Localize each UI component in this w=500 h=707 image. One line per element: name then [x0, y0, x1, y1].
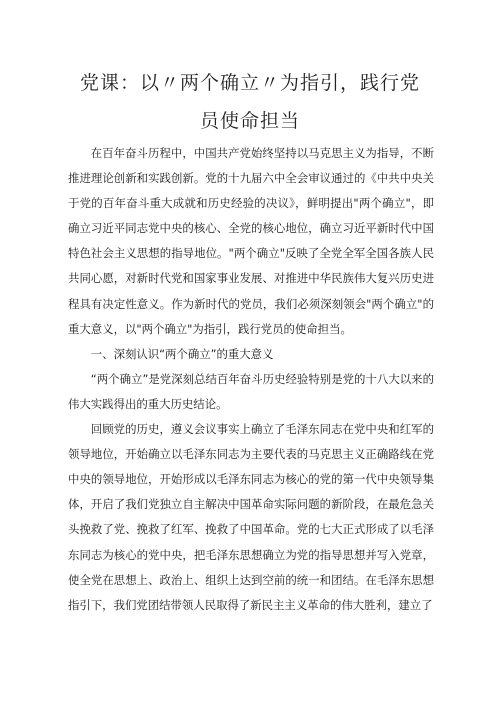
document-title: [60, 64, 440, 140]
document-body: [68, 141, 434, 618]
title-line-2: 员使命担当: [199, 110, 300, 132]
section-heading-1: 一、深刻认识“两个确立”的重大意义: [90, 346, 274, 361]
title-line-1: 党课：以〃两个确立〃为指引，践行党: [79, 72, 420, 94]
paragraph-3: 回顾党的历史，遵义会议事实上确立了毛泽东同志在党中央和红军的领导地位，开始确立以毛泽东同志为主要代表的马克思主义正确路线在党中央的领导地位，开始形成以毛泽东同志为核心的党的第一代中央领导集体，开启了我们党独立自主解决中国革命实际问题的新阶段，在最危急关头挽救了党、挽救了红军、挽救了中国革命。党的七大正式形成了以毛泽东同志为核心的党中央，把毛泽东思想确立为党的指导思想并写入党章，使全党在思想上、政治上、组织上达到空前的统一和团结。在毛泽东思想指引下，我们党团结带领人民取得了新民主主义革命的伟大胜利，建立了: [68, 422, 434, 612]
intro-paragraph: 在百年奋斗历程中，中国共产党始终坚持以马克思主义为指导，不断推进理论创新和实践创新。党的十九届六中全会审议通过的《中共中央关于党的百年奋斗重大成就和历史经验的决议》，鲜明提出"两个确立"，即确立习近平同志党中央的核心、全党的核心地位，确立习近平新时代中国特色社会主义思想的指导地位。"两个确立"反映了全党全军全国各族人民共同心愿，对新时代党和国家事业发展、对推进中华民族伟大复兴历史进程具有决定性意义。作为新时代的党员，我们必须深刻领会"两个确立"的重大意义，以"两个确立"为指引，践行党员的使命担当。: [68, 146, 434, 336]
paragraph-2: “两个确立”是党深刻总结百年奋斗历史经验特别是党的十八大以来的伟大实践得出的重大历史结论。: [68, 371, 434, 411]
